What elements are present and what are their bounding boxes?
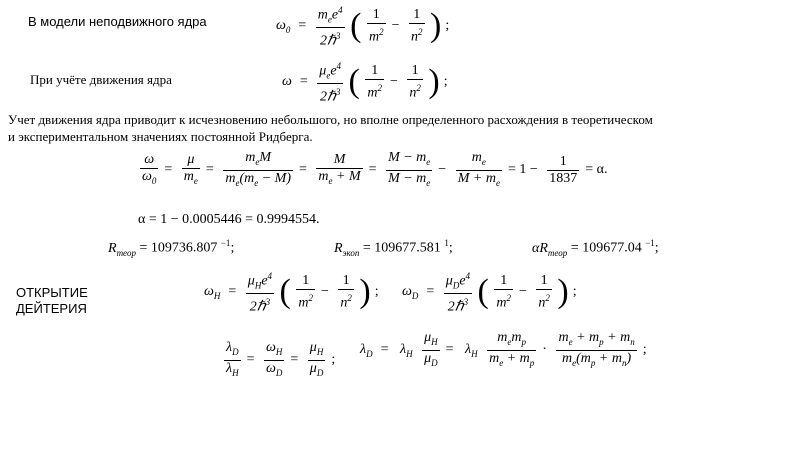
omega-hydrogen-formula: $\omega_H$ = $\frac{\mu_He^4}{2\hbar^3}$ ( $\frac{1}{m^2}$ − $\frac{1}{n^2}$ ) ; (200, 268, 383, 316)
moving-nucleus-heading: При учёте движения ядра (30, 72, 172, 87)
rydberg-theoretical: $R_{теор} = 109736.807$ $^{-1}$; (108, 238, 235, 258)
fixed-nucleus-heading: В модели неподвижного ядра (28, 14, 207, 29)
deuterium-heading-line-1: ОТКРЫТИЕ (16, 285, 88, 300)
rydberg-experimental: $R_{экоп} = 109677.581$ $^1$; (334, 238, 453, 258)
alpha-value-line: α = 1 − 0.0005446 = 0.9994554. (138, 212, 320, 227)
deuterium-heading-line-2: ДЕЙТЕРИЯ (16, 301, 87, 316)
rydberg-alpha-value: = 109677.04 (570, 240, 642, 256)
omega0-formula: $\omega_0$ = $\frac{m_ee^4}{2\hbar^3}$ ( $\frac{1}{m^2}$ − $\frac{1}{n^2}$ ) ; (272, 2, 453, 50)
rydberg-experimental-value: = 109677.581 (362, 240, 441, 256)
ratio-1837: 1837 (549, 170, 578, 186)
deuterium-heading (16, 285, 88, 317)
rydberg-alpha-theoretical: $\alpha R_{теор} = 109677.04$ $^{-1}$; (532, 238, 659, 258)
lambda-ratio-formula: $\frac{\lambda_D}{\lambda_H}$ = $\frac{\omega_H}{\omega_D}$ = $\frac{\mu_H}{\mu_D}$ ; (226, 340, 336, 378)
lambda-deuterium-formula: $\lambda_D = \lambda_H$ $\frac{\mu_H}{\mu_D}$ = $\lambda_H$ $\frac{m_em_p}{m_e + m_p}$ · $\frac{m_e + m_p + m_n}{m_e(m_p + m_n)}$ ; (360, 330, 647, 368)
rydberg-theoretical-value: = 109736.807 (139, 240, 218, 256)
omega-deuterium-formula: $\omega_D$ = $\frac{\mu_De^4}{2\hbar^3}$ ( $\frac{1}{m^2}$ − $\frac{1}{n^2}$ ) ; (398, 268, 581, 316)
omega-formula: ω = $\frac{\mu_ee^4}{2\hbar^3}$ ( $\frac{1}{m^2}$ − $\frac{1}{n^2}$ ) ; (278, 58, 452, 106)
paragraph-line-1: Учет движения ядра приводит к исчезновению небольшого, но вполне определенного расхождения в теоретическом (8, 112, 653, 127)
paragraph-line-2: и экспериментальном значениях постоянной Ридберга. (8, 129, 313, 144)
ratio-chain-formula: $\frac{\omega}{\omega_0}$ = $\frac{\mu}{m_e}$ = $\frac{m_eM}{m_e(m_e - M)}$ = $\frac{M}{m_e + M}$ = $\frac{M - m_e}{M - m_e}$ − $\frac{m_e}{M + m_e}$ = 1 − $\frac{1}{1837}$ = α. (142, 150, 608, 188)
